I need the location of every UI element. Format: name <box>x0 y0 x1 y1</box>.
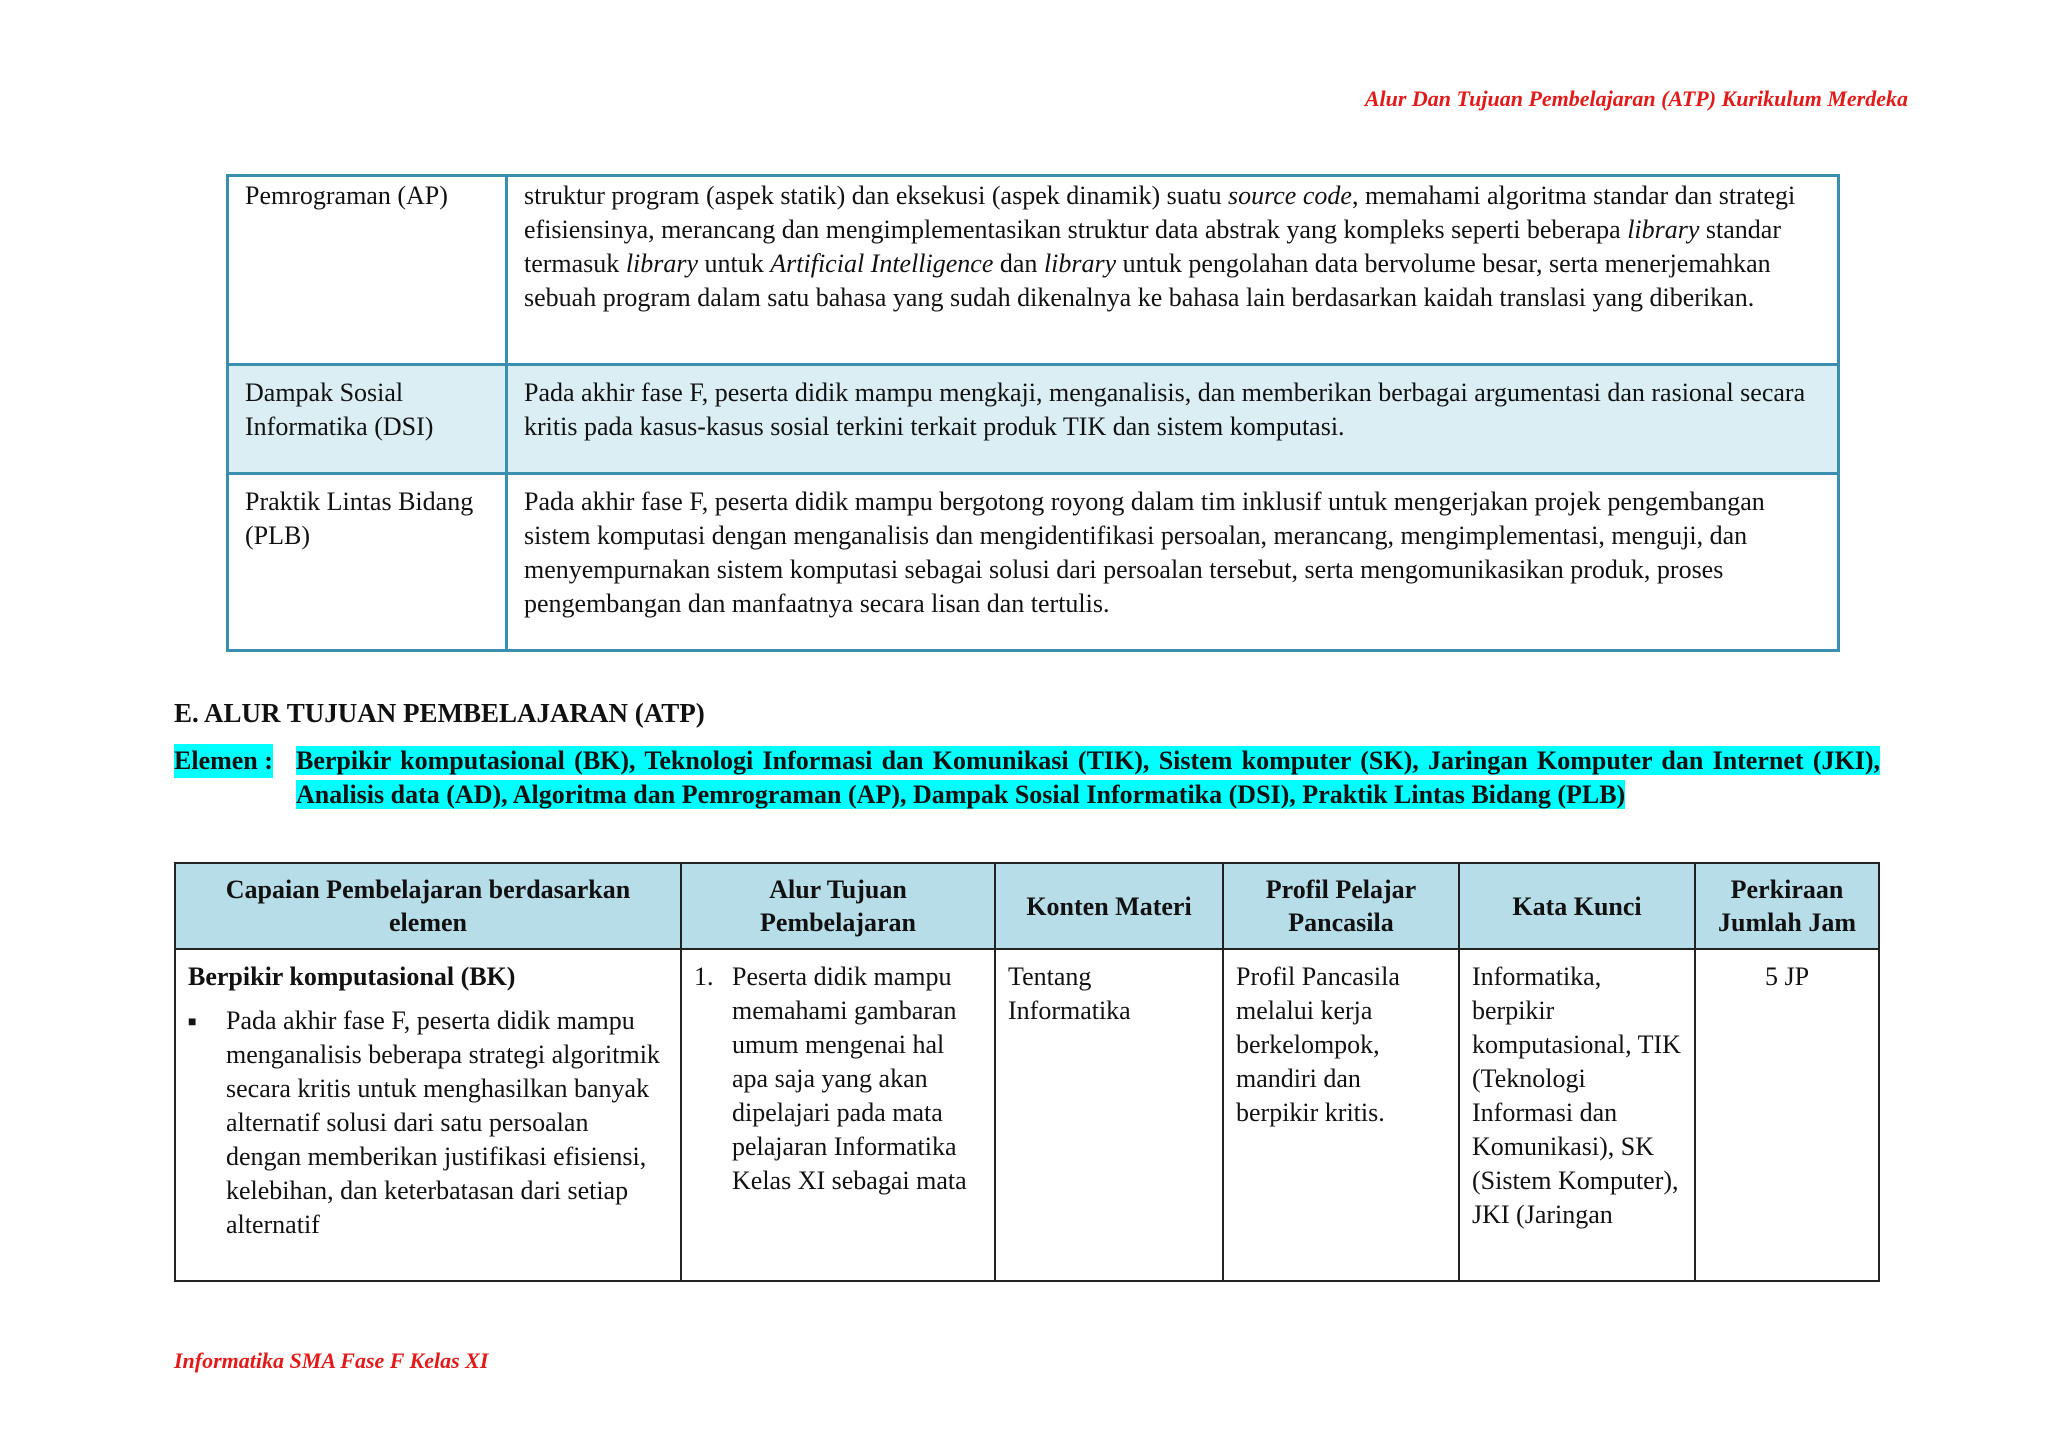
atp-table <box>174 862 1880 1282</box>
header-title: Alur Dan Tujuan Pembelajaran (ATP) Kurikulum Merdeka <box>1364 86 1908 111</box>
square-bullet-icon: ■ <box>188 1015 197 1030</box>
profil-cell: Profil Pancasila melalui kerja berkelompok, mandiri dan berpikir kritis. <box>1223 949 1459 1281</box>
element-description: Pada akhir fase F, peserta didik mampu bergotong royong dalam tim inklusif untuk mengerjakan projek pengembangan sistem komputasi dengan menganalisis dan mengidentifikasi persoalan, merancang, mengimplementasi, menguji, dan menyempurnakan sistem komputasi sebagai solusi dari persoalan tersebut, serta mengomunikasikan produk, proses pengembangan dan manfaatnya secara lisan dan tertulis. <box>507 474 1839 651</box>
element-label: Praktik Lintas Bidang (PLB) <box>228 474 507 651</box>
element-label: Pemrograman (AP) <box>228 176 507 365</box>
column-header: Profil Pelajar Pancasila <box>1223 863 1459 949</box>
element-label: Dampak Sosial Informatika (DSI) <box>228 365 507 474</box>
table-row <box>175 949 1879 1281</box>
elemen-list <box>174 744 1880 812</box>
element-title: Berpikir komputasional (BK) <box>188 962 516 991</box>
konten-cell: Tentang Informatika <box>995 949 1223 1281</box>
atp-text: Peserta didik mampu memahami gambaran umum mengenai hal apa saja yang akan dipelajari pada mata pelajaran Informatika Kelas XI sebagai mata <box>732 962 967 1195</box>
column-header: Perkiraan Jumlah Jam <box>1695 863 1879 949</box>
capaian-text: Pada akhir fase F, peserta didik mampu menganalisis beberapa strategi algoritmik secara kritis untuk menghasilkan banyak alternatif solusi dari satu persoalan dengan memberikan justifikasi efisiensi, kelebihan, dan keterbatasan dari setiap alternatif <box>226 1006 660 1239</box>
atp-cell <box>681 949 995 1281</box>
table-row <box>228 176 1839 365</box>
elemen-label: Elemen : <box>174 744 273 778</box>
table-header-row <box>175 863 1879 949</box>
table-row <box>228 474 1839 651</box>
element-description: struktur program (aspek statik) dan eksekusi (aspek dinamik) suatu source code, memahami algoritma standar dan strategi efisiensinya, merancang dan mengimplementasikan struktur data abstrak yang kompleks seperti beberapa library standar termasuk library untuk Artificial Intelligence dan library untuk pengolahan data bervolume besar, serta menerjemahkan sebuah program dalam satu bahasa yang sudah dikenalnya ke bahasa lain berdasarkan kaidah translasi yang diberikan. <box>507 176 1839 365</box>
elemen-text: Berpikir komputasional (BK), Teknologi Informasi dan Komunikasi (TIK), Sistem komputer (SK), Jaringan Komputer dan Internet (JKI), Analisis data (AD), Algoritma dan Pemrograman (AP), Dampak Sosial Informatika (DSI), Praktik Lintas Bidang (PLB) <box>296 746 1880 809</box>
table-row <box>228 365 1839 474</box>
list-number: 1. <box>694 962 714 991</box>
column-header: Konten Materi <box>995 863 1223 949</box>
footer-title: Informatika SMA Fase F Kelas XI <box>174 1348 489 1373</box>
column-header: Alur Tujuan Pembelajaran <box>681 863 995 949</box>
capaian-cell <box>175 949 681 1281</box>
section-heading: E. ALUR TUJUAN PEMBELAJARAN (ATP) <box>174 698 705 728</box>
column-header: Kata Kunci <box>1459 863 1695 949</box>
elements-description-table <box>226 174 1840 652</box>
jam-cell: 5 JP <box>1695 949 1879 1281</box>
kata-kunci-cell: Informatika, berpikir komputasional, TIK (Teknologi Informasi dan Komunikasi), SK (Sistem Komputer), JKI (Jaringan <box>1459 949 1695 1281</box>
column-header: Capaian Pembelajaran berdasarkan elemen <box>175 863 681 949</box>
element-description: Pada akhir fase F, peserta didik mampu mengkaji, menganalisis, dan memberikan berbagai argumentasi dan rasional secara kritis pada kasus-kasus sosial terkini terkait produk TIK dan sistem komputasi. <box>507 365 1839 474</box>
